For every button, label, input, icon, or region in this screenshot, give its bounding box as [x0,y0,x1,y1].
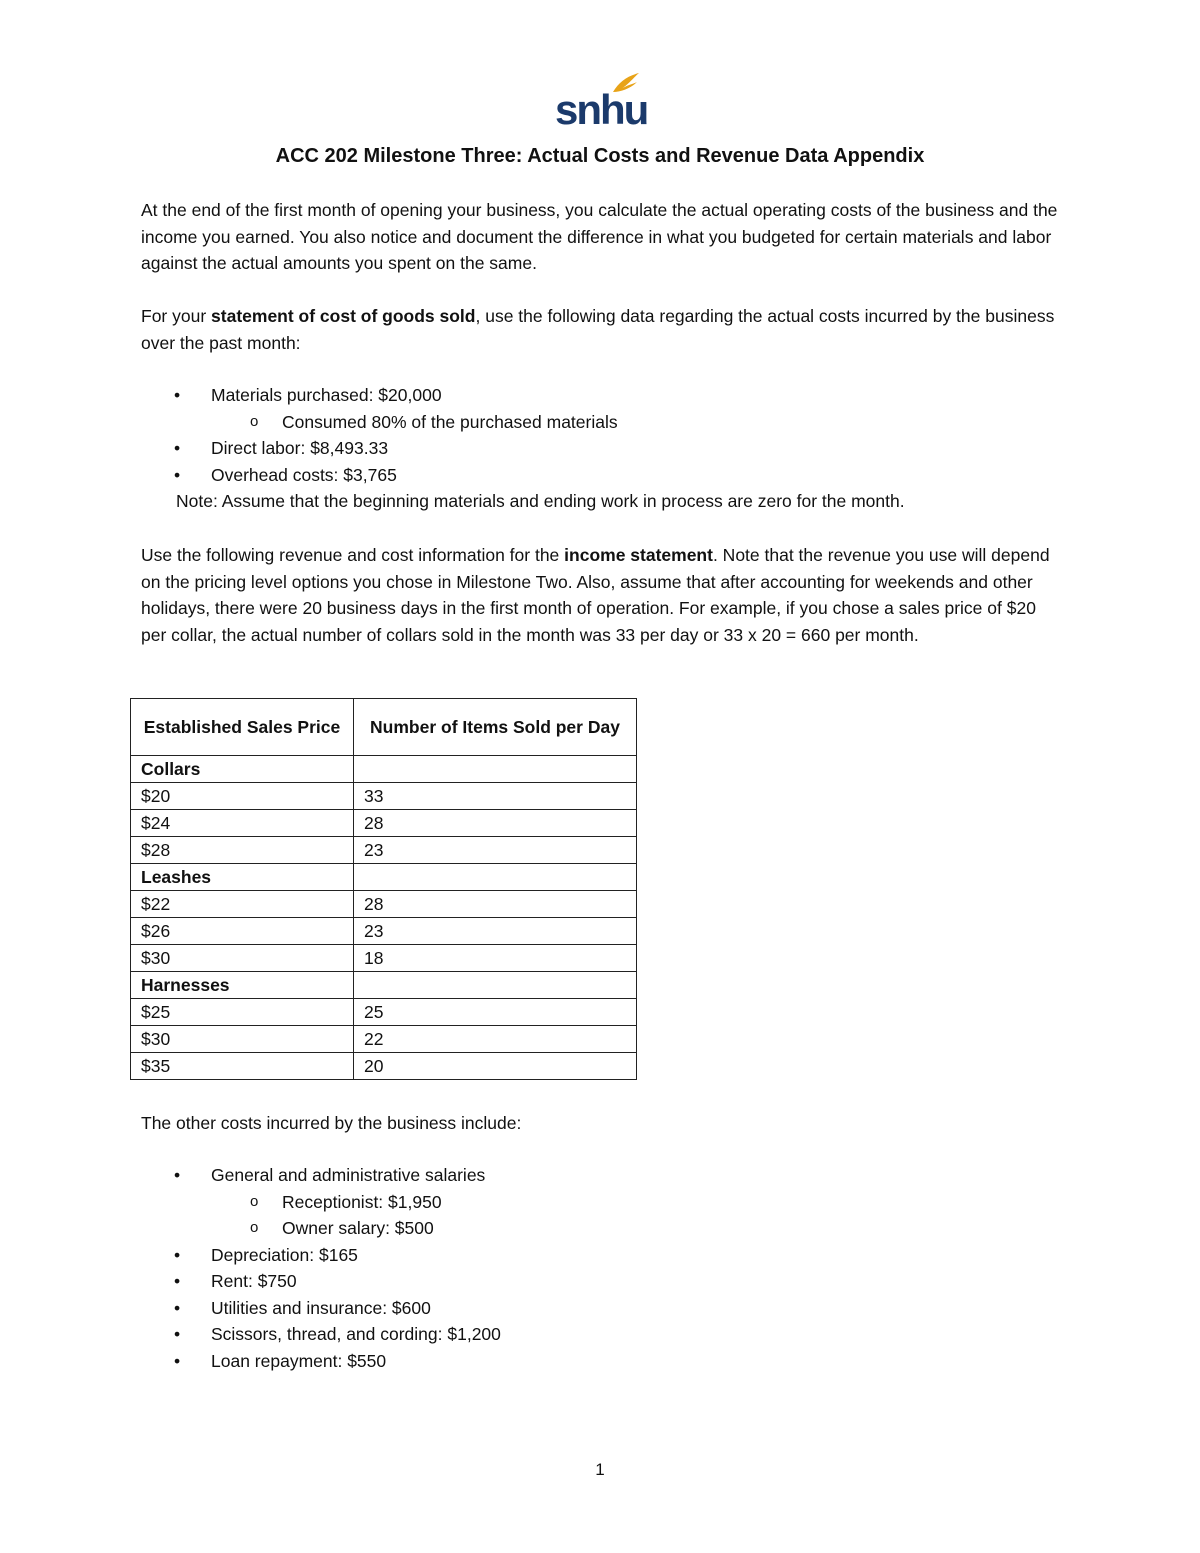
category-cell: Leashes [131,864,354,891]
table-row [131,756,637,783]
income-paragraph [141,542,1061,648]
qty-cell: 22 [354,1026,637,1053]
table-header-row [131,699,637,756]
price-cell: $30 [131,1026,354,1053]
price-cell: $25 [131,999,354,1026]
price-cell: $26 [131,918,354,945]
qty-cell: 18 [354,945,637,972]
list-item: • Loan repayment: $550 [141,1348,1061,1375]
note-text: Note: Assume that the beginning materials and ending work in process are zero for the month. [176,491,905,511]
cogs-text-bold: statement of cost of goods sold [211,306,476,326]
qty-cell: 33 [354,783,637,810]
page-number: 1 [595,1460,605,1479]
header-qty: Number of Items Sold per Day [354,699,637,756]
list-item: • General and administrative salaries [141,1162,1061,1189]
qty-cell: 25 [354,999,637,1026]
qty-cell: 28 [354,810,637,837]
list-item: • Depreciation: $165 [141,1242,1061,1269]
other-costs-list-block [141,1162,1061,1374]
table-row [131,918,637,945]
table-row [131,972,637,999]
price-cell: $24 [131,810,354,837]
category-cell: Harnesses [131,972,354,999]
sales-table [130,698,637,1080]
logo-text: snhu [555,86,648,133]
category-cell: Collars [131,756,354,783]
list-item: • Materials purchased: $20,000 [141,382,1061,409]
list-item: • Direct labor: $8,493.33 [141,435,1061,462]
other-costs-intro [141,1110,1061,1137]
table-row [131,864,637,891]
price-cell: $35 [131,1053,354,1080]
list-item: • Utilities and insurance: $600 [141,1295,1061,1322]
other-costs-intro-text: The other costs incurred by the business include: [141,1113,522,1133]
table-row [131,1026,637,1053]
cogs-text-before: For your [141,306,212,326]
price-cell: $30 [131,945,354,972]
table-row [131,810,637,837]
qty-cell: 23 [354,837,637,864]
list-item: o Consumed 80% of the purchased materials [141,409,1061,436]
cogs-paragraph [141,303,1061,356]
price-cell: $20 [131,783,354,810]
income-text-before: Use the following revenue and cost information for the [141,545,565,565]
price-cell: $22 [131,891,354,918]
income-text-bold: income statement [564,545,713,565]
table-row [131,783,637,810]
table-row [131,1053,637,1080]
list-item: • Overhead costs: $3,765 [141,462,1061,489]
other-costs-list [141,1162,1061,1374]
cogs-list-block [141,382,1061,515]
list-item: o Owner salary: $500 [141,1215,1061,1242]
list-item: o Receptionist: $1,950 [141,1189,1061,1216]
table-row [131,837,637,864]
table-row [131,945,637,972]
snhu-logo [553,72,648,134]
header-price: Established Sales Price [131,699,354,756]
price-cell: $28 [131,837,354,864]
cogs-list [141,382,1061,488]
income-text-after: . Note that the revenue you use will depend on the pricing level options you chose in Milestone Two. Also, assume that after accounting for weekends and other holidays, there were 20 business days in the first month of operation. For example, if you chose a sales price of $20 per collar, the actual number of collars sold in the month was 33 per day or 33 x 20 = 660 per month. [141,545,1050,645]
table-row [131,891,637,918]
qty-cell: 20 [354,1053,637,1080]
page-title: ACC 202 Milestone Three: Actual Costs and Revenue Data Appendix [275,145,925,167]
cogs-text-after: , use the following data regarding the actual costs incurred by the business over the past month: [141,306,1055,353]
intro-paragraph [141,197,1061,277]
table-row [131,999,637,1026]
list-item: • Scissors, thread, and cording: $1,200 [141,1321,1061,1348]
intro-text: At the end of the first month of opening your business, you calculate the actual operating costs of the business and the income you earned. You also notice and document the difference in what you budgeted for certain materials and labor against the actual amounts you spent on the same. [141,200,1058,273]
list-item: • Rent: $750 [141,1268,1061,1295]
qty-cell: 28 [354,891,637,918]
qty-cell: 23 [354,918,637,945]
